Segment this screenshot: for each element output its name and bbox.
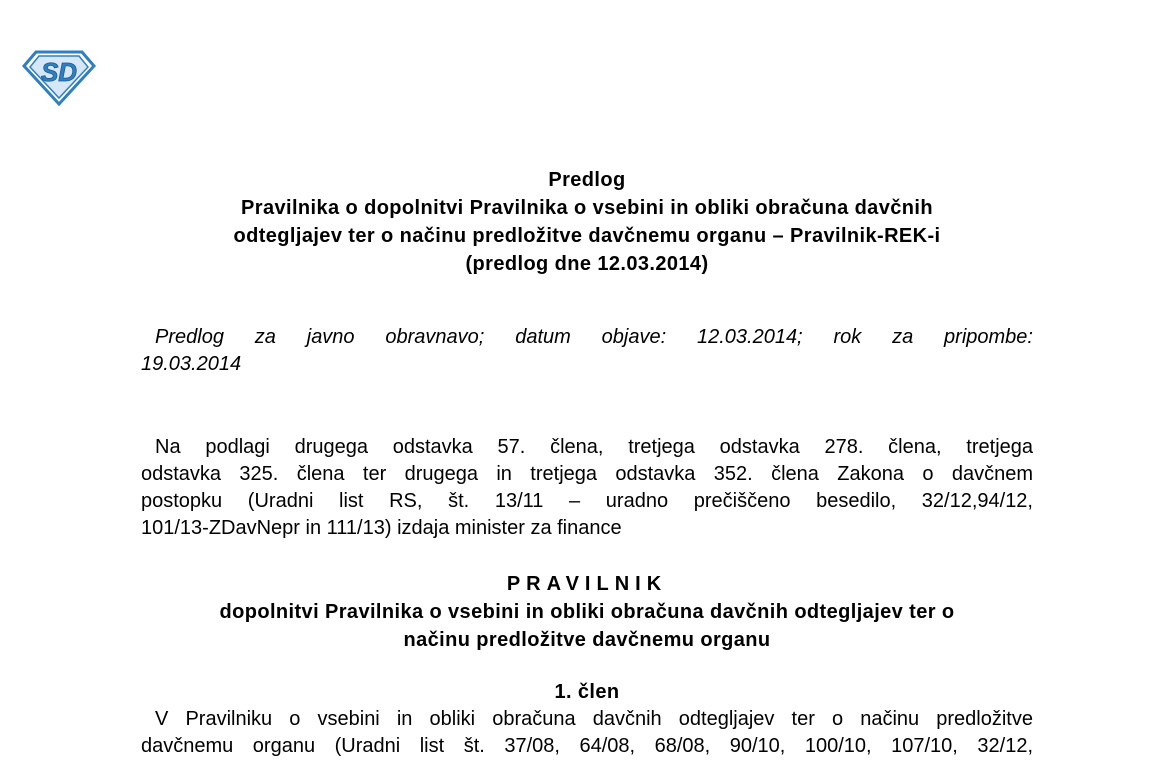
- header-line-date: (predlog dne 12.03.2014): [465, 253, 709, 275]
- preamble-line-1: Na podlagi drugega odstavka 57. člena, tretjega odstavka 278. člena, tretjega: [155, 436, 1033, 458]
- article-1-title: 1. člen: [554, 681, 620, 703]
- article-1-line-2: davčnemu organu (Uradni list št. 37/08, 64/08, 68/08, 90/10, 100/10, 107/10, 32/12,: [141, 735, 1033, 757]
- article-1-paragraph: [141, 706, 1033, 760]
- rule-title-pravilnik: PRAVILNIK: [506, 573, 668, 595]
- rule-title-block: [141, 570, 1033, 654]
- header-line-predlog: Predlog: [548, 169, 626, 191]
- preamble-line-4: 101/13-ZDavNepr in 111/13) izdaja minister za finance: [141, 517, 622, 539]
- header-line-title-2: odtegljajev ter o načinu predložitve davčnemu organu – Pravilnik-REK-i: [233, 225, 941, 247]
- preamble-paragraph: [141, 434, 1033, 542]
- notice-line-1: Predlog za javno obravnavo; datum objave: 12.03.2014; rok za pripombe:: [155, 326, 1033, 348]
- article-1-line-1: V Pravilniku o vsebini in obliki obračuna davčnih odtegljajev ter o načinu predložitve: [155, 708, 1033, 730]
- logo-letters: SD: [40, 57, 78, 87]
- preamble-line-2: odstavka 325. člena ter drugega in tretjega odstavka 352. člena Zakona o davčnem: [141, 463, 1033, 485]
- preamble-line-3: postopku (Uradni list RS, št. 13/11 – uradno prečiščeno besedilo, 32/12,94/12,: [141, 490, 1033, 512]
- rule-title-line-3: načinu predložitve davčnemu organu: [403, 629, 771, 651]
- notice-line-2: 19.03.2014: [141, 353, 242, 375]
- header-line-title-1: Pravilnika o dopolnitvi Pravilnika o vsebini in obliki obračuna davčnih: [241, 197, 933, 219]
- rule-title-line-2: dopolnitvi Pravilnika o vsebini in obliki obračuna davčnih odtegljajev ter o: [219, 601, 955, 623]
- public-consultation-notice: [141, 324, 1033, 378]
- sd-logo: [22, 48, 96, 106]
- document-header: [141, 166, 1033, 278]
